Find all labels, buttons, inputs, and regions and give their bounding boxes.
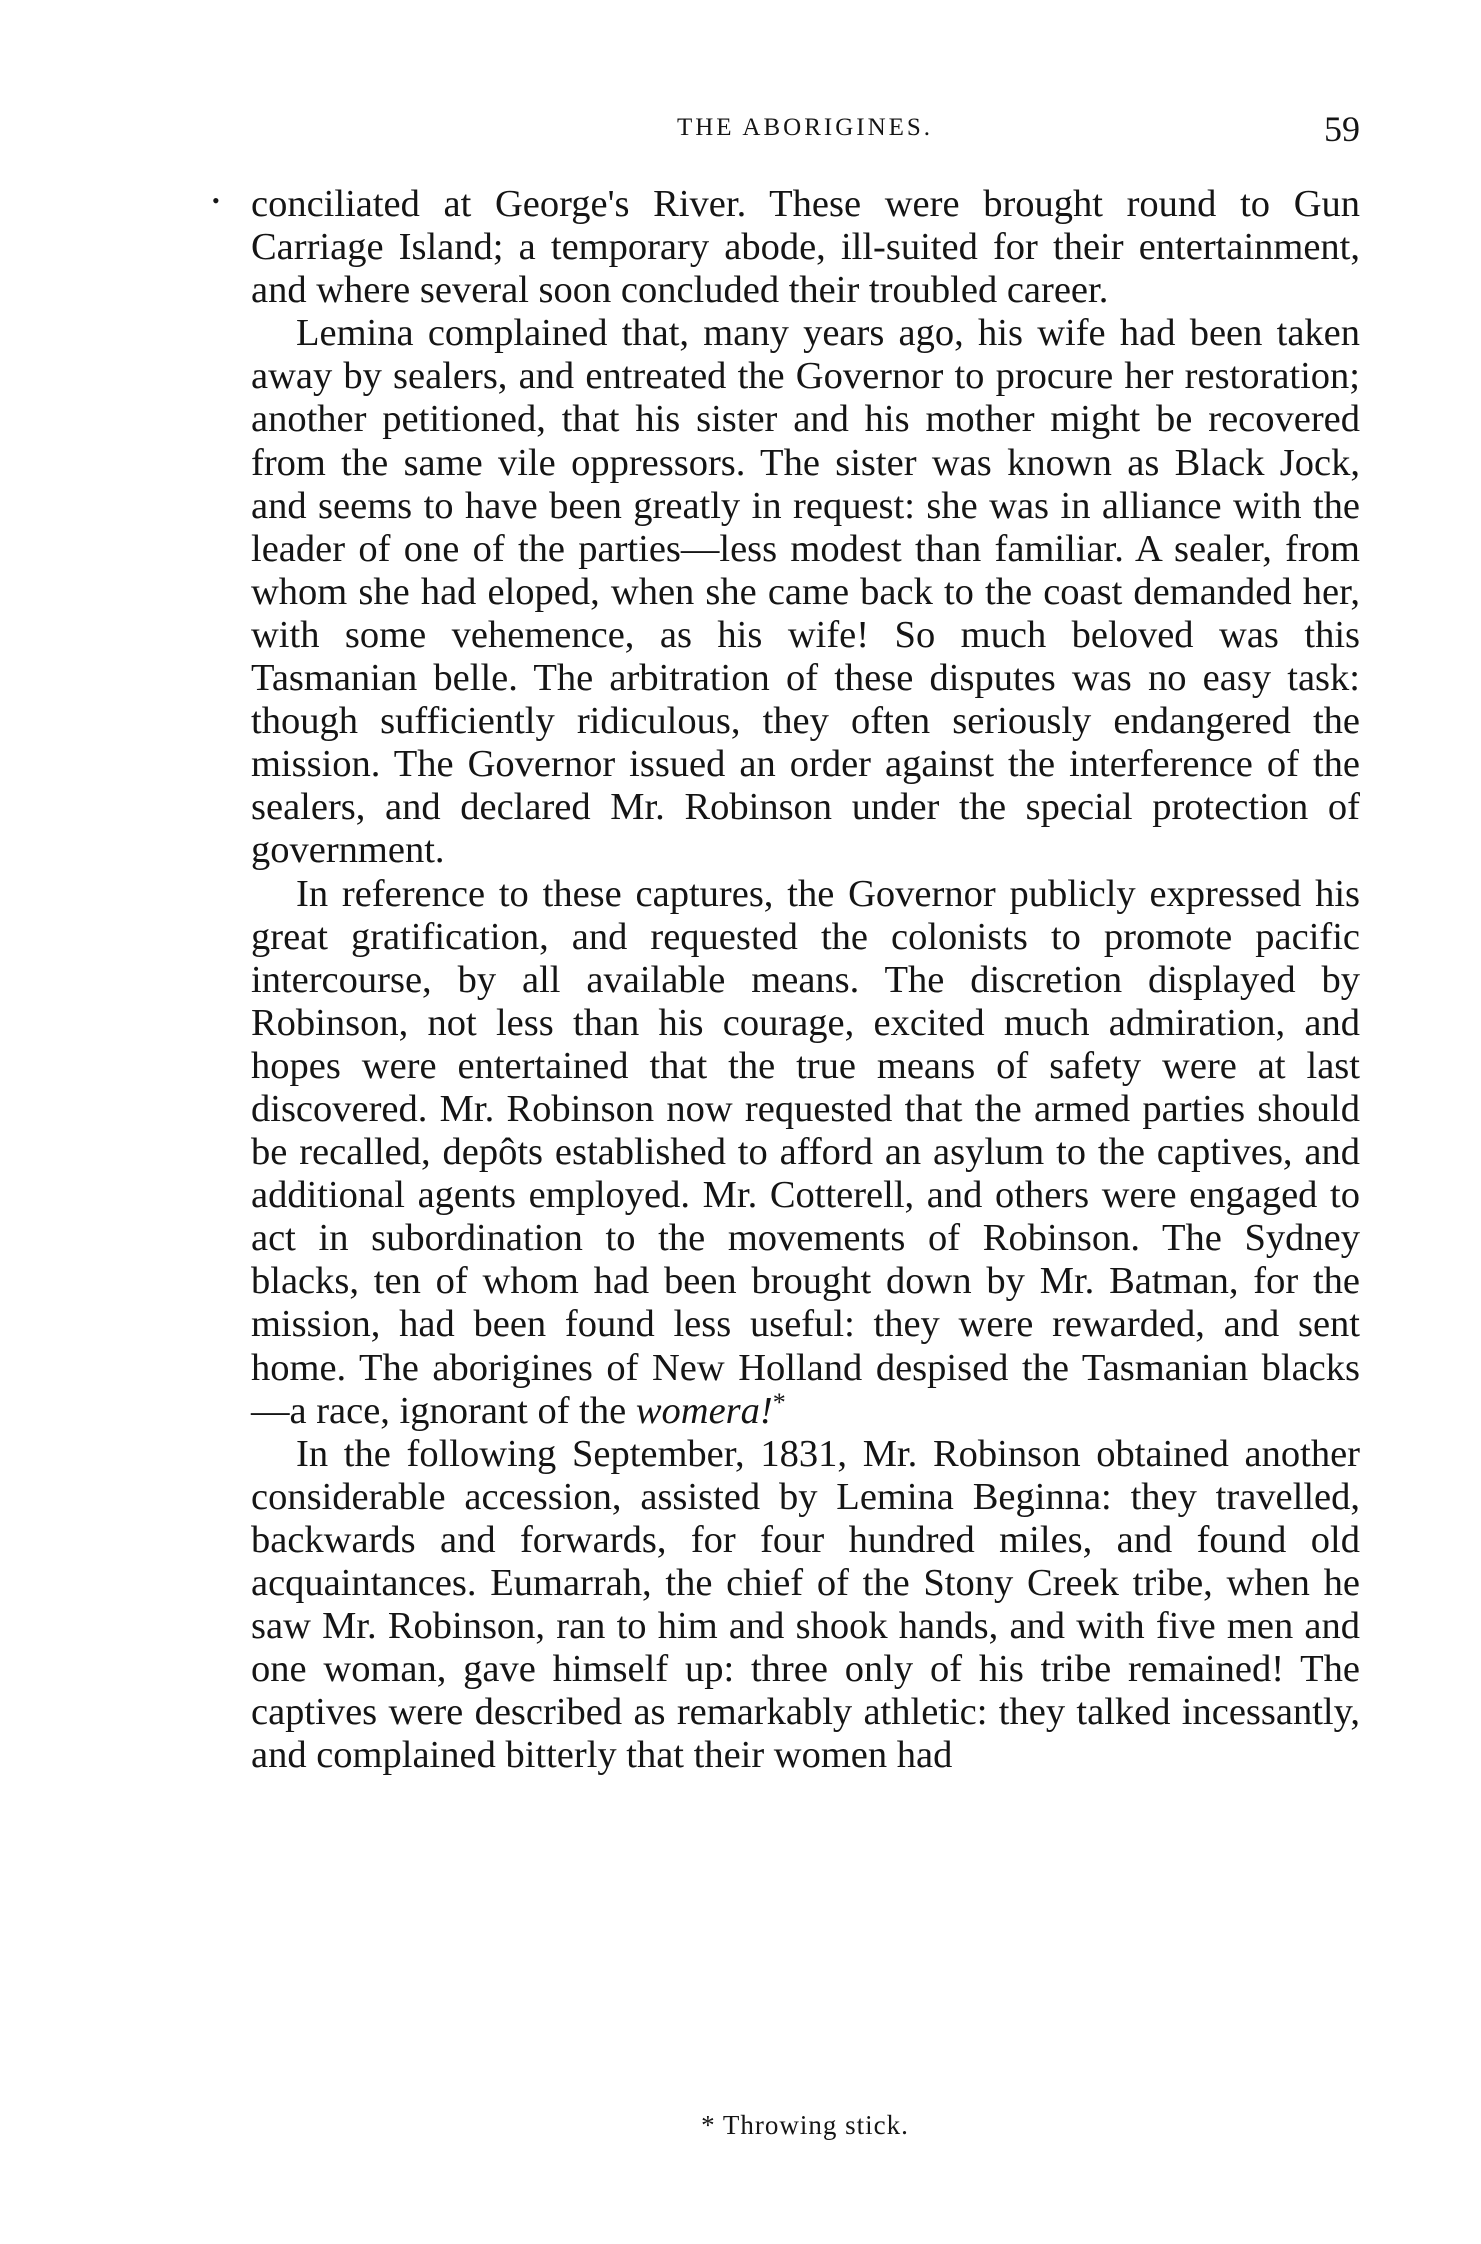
running-header — [250, 108, 1360, 148]
running-title: THE ABORIGINES. — [676, 114, 934, 141]
margin-dot-mark: • — [212, 188, 220, 213]
paragraph-3 — [251, 873, 1360, 1433]
body-text — [251, 183, 1360, 1777]
paragraph-2: Lemina complained that, many years ago, his wife had been taken away by sealers, and entreated the Governor to procure her restoration; another petitioned, that his sister and his mother might be recovered from the same vile oppressors. The sister was known as Black Jock, and seems to have been greatly in request: she was in alliance with the leader of one of the parties—less modest than familiar. A sealer, from whom she had eloped, when she came back to the coast demanded her, with some vehemence, as his wife! So much beloved was this Tasmanian belle. The arbitration of these disputes was no easy task: though sufficiently ridiculous, they often seriously endangered the mission. The Governor issued an order against the interference of the sealers, and declared Mr. Robinson under the special protection of government. — [251, 312, 1360, 872]
womera-term: womera — [635, 1389, 760, 1432]
womera-punctuation: ! — [759, 1389, 773, 1432]
paragraph-3-text: In reference to these captures, the Governor publicly expressed his great gratification, and requested the colonists to promote pacific intercourse, by all available means. The discretion displayed by Robinson, not less than his courage, excited much admiration, and hopes were entertained that the true means of safety were at last discovered. Mr. Robinson now requested that the armed parties should be recalled, depôts established to afford an asylum to the captives, and additional agents employed. Mr. Cotterell, and others were engaged to act in subordination to the movements of Robinson. The Sydney blacks, ten of whom had been brought down by Mr. Batman, for the mission, had been found less useful: they were rewarded, and sent home. The aborigines of New Holland despised the Tasmanian blacks—a race, ignorant of the — [251, 872, 1360, 1432]
footnote-marker: * — [772, 1387, 786, 1417]
paragraph-4: In the following September, 1831, Mr. Robinson obtained another considerable accession, assisted by Lemina Beginna: they travelled, backwards and forwards, for four hundred miles, and found old acquaintances. Eumarrah, the chief of the Stony Creek tribe, when he saw Mr. Robinson, ran to him and shook hands, and with five men and one woman, gave himself up: three only of his tribe remained! The captives were described as remarkably athletic: they talked incessantly, and complained bitterly that their women had — [251, 1432, 1360, 1777]
paragraph-1: conciliated at George's River. These were brought round to Gun Carriage Island; a temporary abode, ill-suited for their entertainment, and where several soon concluded their troubled career. — [251, 183, 1360, 312]
footnote: * Throwing stick. — [701, 2110, 909, 2140]
page-number: 59 — [1324, 109, 1360, 149]
